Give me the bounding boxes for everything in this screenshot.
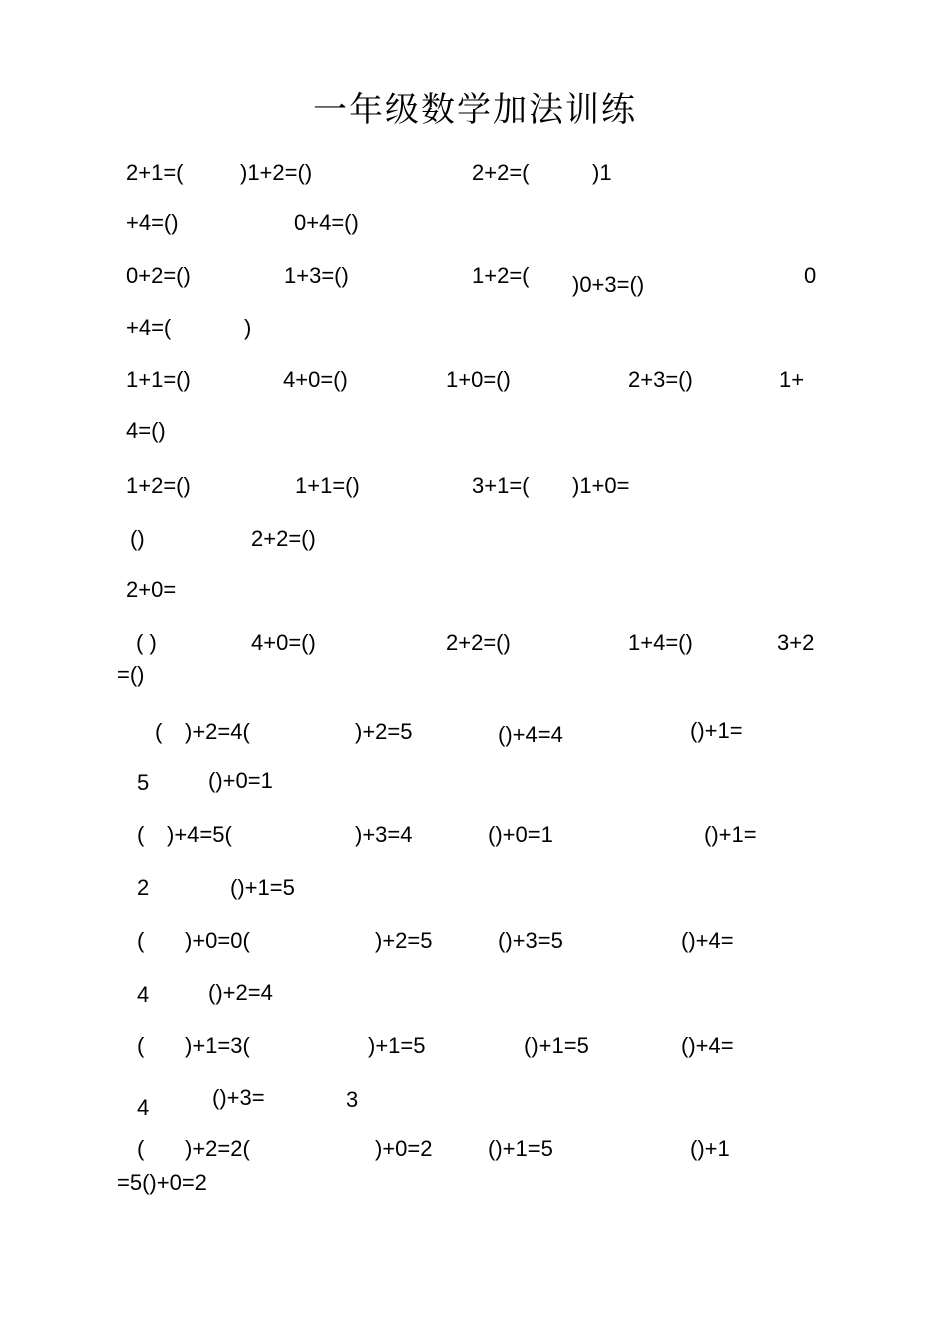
problem-text: )+2=2( bbox=[185, 1136, 250, 1161]
problem-text: )+1=5 bbox=[368, 1033, 426, 1058]
problem-text: 1+3=() bbox=[284, 263, 349, 288]
problem-text: 1+4=() bbox=[628, 630, 693, 655]
problem-text: ()+1=5 bbox=[230, 875, 295, 900]
problem-text: 4 bbox=[137, 982, 150, 1007]
problem-text: 3 bbox=[346, 1087, 359, 1112]
problem-text: ()+3=5 bbox=[498, 928, 563, 953]
problem-text: 2+0= bbox=[126, 577, 177, 602]
problem-text: ( bbox=[137, 1033, 145, 1058]
problem-text: 4=() bbox=[126, 418, 166, 443]
problem-text: 2+2=() bbox=[446, 630, 511, 655]
problem-text: ()+1 bbox=[690, 1136, 730, 1161]
problem-text: =() bbox=[117, 662, 145, 687]
problem-text: )+4=5( bbox=[167, 822, 232, 847]
problem-text: 1+1=() bbox=[295, 473, 360, 498]
problem-text: 3+1=( bbox=[472, 473, 530, 498]
problem-text: ( bbox=[137, 1136, 145, 1161]
problem-text: ()+1=5 bbox=[488, 1136, 553, 1161]
problem-text: 2+2=( bbox=[472, 160, 530, 185]
problem-text: ( ) bbox=[136, 630, 157, 655]
problem-text: 0 bbox=[804, 263, 817, 288]
problem-text: 3+2 bbox=[777, 630, 815, 655]
problem-text: 4+0=() bbox=[251, 630, 316, 655]
problem-text: 0+2=() bbox=[126, 263, 191, 288]
problem-text: ()+4= bbox=[681, 1033, 734, 1058]
problem-text: ()+4= bbox=[681, 928, 734, 953]
problem-text: )+0=2 bbox=[375, 1136, 433, 1161]
problem-text: 0+4=() bbox=[294, 210, 359, 235]
problem-text: )1+2=() bbox=[240, 160, 313, 185]
problem-text: )+2=5 bbox=[375, 928, 433, 953]
problem-text: )+3=4 bbox=[355, 822, 413, 847]
problem-text: ( bbox=[155, 719, 163, 744]
problem-text: ) bbox=[244, 315, 252, 340]
problem-text: ()+1= bbox=[690, 718, 743, 743]
problem-text: 2+1=( bbox=[126, 160, 184, 185]
problem-text: ()+1=5 bbox=[524, 1033, 589, 1058]
problem-text: 1+0=() bbox=[446, 367, 511, 392]
problem-text: 1+2=() bbox=[126, 473, 191, 498]
problem-text: )+0=0( bbox=[185, 928, 250, 953]
problem-text: ()+0=1 bbox=[488, 822, 553, 847]
problem-text: 4+0=() bbox=[283, 367, 348, 392]
problem-text: )+2=5 bbox=[355, 719, 413, 744]
problem-text: ()+0=1 bbox=[208, 768, 273, 793]
problem-text: )0+3=() bbox=[572, 272, 645, 297]
problem-text: 2+3=() bbox=[628, 367, 693, 392]
problem-text: 2+2=() bbox=[251, 526, 316, 551]
problem-text: ()+2=4 bbox=[208, 980, 273, 1005]
problem-text: )+1=3( bbox=[185, 1033, 250, 1058]
problem-text: ()+4=4 bbox=[498, 722, 563, 747]
problem-text: +4=() bbox=[126, 210, 179, 235]
problem-text: =5()+0=2 bbox=[117, 1170, 207, 1195]
problem-text: )1 bbox=[592, 160, 612, 185]
problem-text: ()+3= bbox=[212, 1085, 265, 1110]
problem-text: 1+1=() bbox=[126, 367, 191, 392]
problem-text: ()+1= bbox=[704, 822, 757, 847]
problem-text: 4 bbox=[137, 1095, 150, 1120]
problem-text: +4=( bbox=[126, 315, 172, 340]
problem-text: 1+ bbox=[779, 367, 805, 392]
problem-text: ( bbox=[137, 822, 145, 847]
page-title: 一年级数学加法训练 bbox=[313, 90, 637, 130]
problem-text: )+2=4( bbox=[185, 719, 250, 744]
problem-text: )1+0= bbox=[572, 473, 630, 498]
problem-text: () bbox=[130, 526, 145, 551]
problem-text: ( bbox=[137, 928, 145, 953]
problem-text: 2 bbox=[137, 875, 150, 900]
problem-text: 5 bbox=[137, 770, 150, 795]
problem-text: 1+2=( bbox=[472, 263, 530, 288]
